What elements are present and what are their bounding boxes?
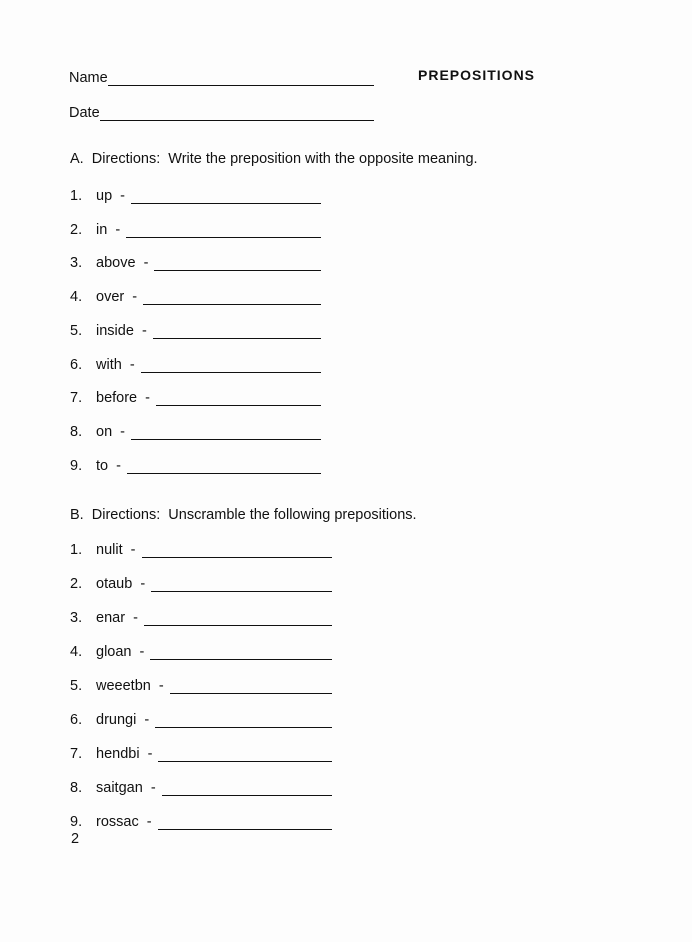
item-word: over - [96,289,138,306]
item-number: 5. [70,678,83,694]
item-word: in - [96,221,121,238]
answer-line[interactable] [144,613,332,626]
exercise-item [70,642,332,660]
item-number: 4. [70,644,83,660]
answer-line[interactable] [141,360,321,373]
section-a-heading: A. Directions: Write the preposition with the opposite meaning. [70,151,478,167]
item-word: inside - [96,322,147,339]
item-word: nulit - [96,542,136,558]
item-word: hendbi - [96,746,153,762]
item-number: 4. [70,289,83,306]
exercise-item [70,710,332,728]
page-number: 2 [71,831,80,847]
exercise-item [70,744,332,762]
answer-line[interactable] [162,783,332,796]
exercise-item [70,422,321,440]
item-word: above - [96,255,149,272]
answer-line[interactable] [153,326,321,339]
item-number: 9. [70,814,83,830]
exercise-item [70,778,332,796]
item-number: 7. [70,390,83,407]
item-number: 3. [70,610,83,626]
answer-line[interactable] [155,715,332,728]
item-word: to - [96,457,121,474]
exercise-item [70,287,321,305]
item-number: 2. [70,221,83,238]
item-word: with - [96,356,135,373]
date-line[interactable] [100,108,374,121]
item-word: weeetbn - [96,678,164,694]
item-word: rossac - [96,814,152,830]
name-line[interactable] [108,73,374,86]
exercise-item [70,574,332,592]
item-number: 8. [70,423,83,440]
answer-line[interactable] [156,393,321,406]
item-word: enar - [96,610,138,626]
exercise-item [70,355,321,373]
item-number: 6. [70,356,83,373]
exercise-item [70,456,321,474]
exercise-item [70,388,321,406]
item-word: before - [96,390,150,407]
exercise-item [70,676,332,694]
exercise-item [70,321,321,339]
item-word: on - [96,423,126,440]
answer-line[interactable] [154,258,321,271]
item-word: saitgan - [96,780,156,796]
exercise-item [70,186,321,204]
page-title: PREPOSITIONS [418,67,536,83]
name-field[interactable] [69,68,374,86]
item-word: otaub - [96,576,146,592]
item-number: 2. [70,576,83,592]
answer-line[interactable] [142,545,333,558]
name-label: Name [69,70,108,86]
exercise-item [70,253,321,271]
answer-line[interactable] [127,461,321,474]
item-number: 5. [70,322,83,339]
item-number: 9. [70,457,83,474]
answer-line[interactable] [131,191,321,204]
item-word: drungi - [96,712,150,728]
item-number: 6. [70,712,83,728]
answer-line[interactable] [126,225,321,238]
exercise-item [70,220,321,238]
exercise-item [70,812,332,830]
answer-line[interactable] [150,647,332,660]
answer-line[interactable] [131,427,321,440]
date-field[interactable] [69,103,374,121]
item-number: 7. [70,746,83,762]
date-label: Date [69,105,100,121]
item-number: 3. [70,255,83,272]
answer-line[interactable] [158,749,332,762]
section-b-heading: B. Directions: Unscramble the following prepositions. [70,507,417,523]
answer-line[interactable] [170,681,332,694]
item-number: 1. [70,188,83,204]
item-number: 8. [70,780,83,796]
answer-line[interactable] [151,579,332,592]
item-word: up - [96,188,126,204]
item-word: gloan - [96,644,145,660]
exercise-item [70,540,332,558]
item-number: 1. [70,542,83,558]
answer-line[interactable] [158,817,332,830]
exercise-item [70,608,332,626]
answer-line[interactable] [143,292,321,305]
